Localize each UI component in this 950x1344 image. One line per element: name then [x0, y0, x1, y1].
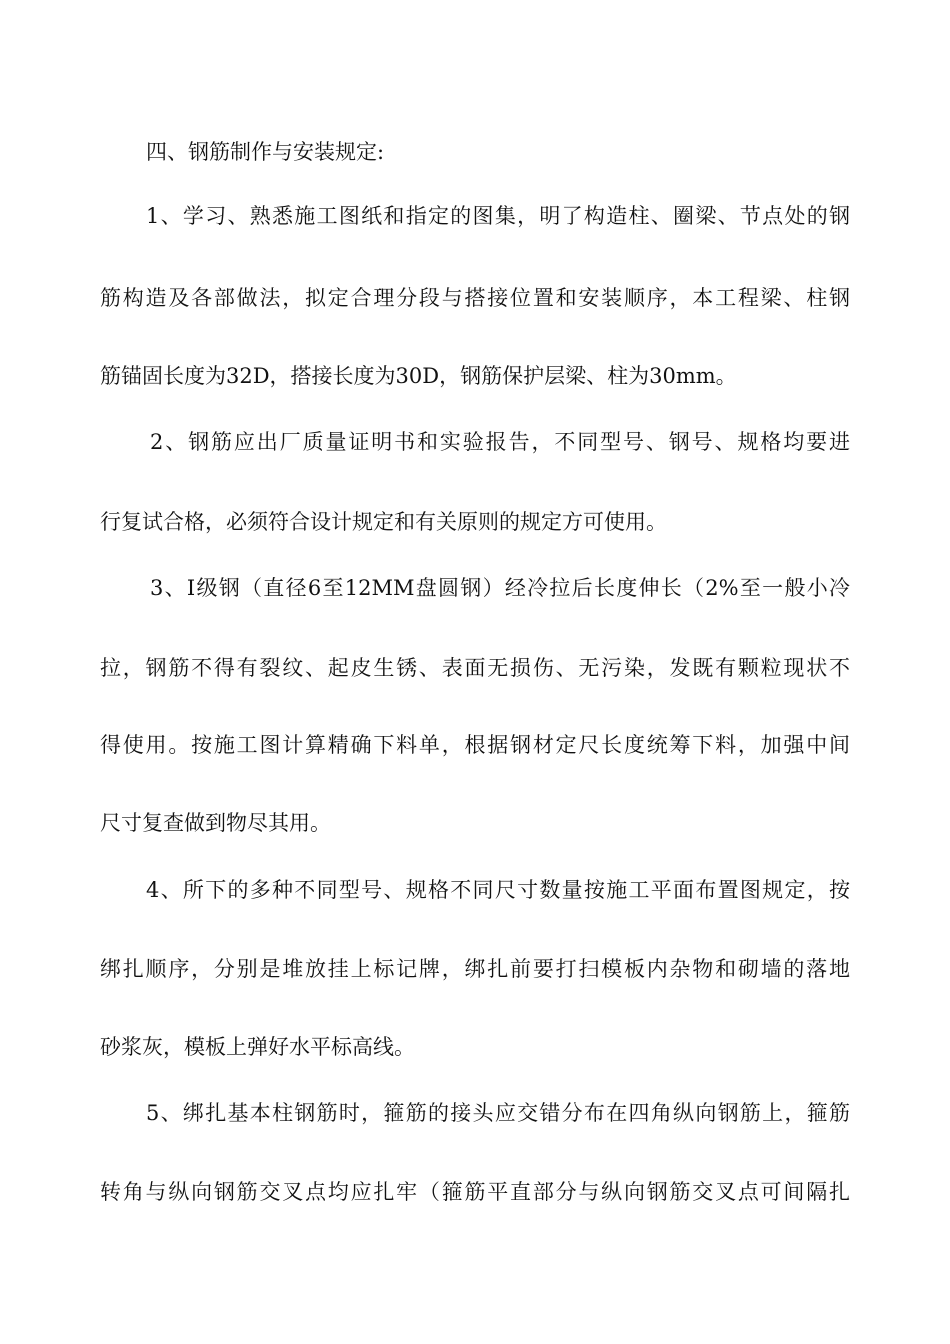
text-line: 5、绑扎基本柱钢筋时，箍筋的接头应交错分布在四角纵向钢筋上，箍筋 [146, 1101, 850, 1125]
text-line: 砂浆灰，模板上弹好水平标高线。 [100, 1035, 415, 1059]
text-line: 转角与纵向钢筋交叉点均应扎牢（箍筋平直部分与纵向钢筋交叉点可间隔扎 [100, 1180, 850, 1204]
text-line: 筋构造及各部做法，拟定合理分段与搭接位置和安装顺序，本工程梁、柱钢 [100, 286, 850, 310]
text-line: 尺寸复查做到物尽其用。 [100, 811, 331, 835]
text-line: 行复试合格，必须符合设计规定和有关原则的规定方可使用。 [100, 510, 667, 534]
text-line: 拉，钢筋不得有裂纹、起皮生锈、表面无损伤、无污染，发既有颗粒现状不 [100, 656, 850, 680]
text-line: 绑扎顺序，分别是堆放挂上标记牌，绑扎前要打扫模板内杂物和砌墙的落地 [100, 957, 850, 981]
text-line: 4、所下的多种不同型号、规格不同尺寸数量按施工平面布置图规定，按 [146, 878, 850, 902]
section-heading: 四、钢筋制作与安装规定: [146, 140, 385, 164]
text-line: 筋锚固长度为32D，搭接长度为30D，钢筋保护层梁、柱为30mm。 [100, 364, 737, 388]
text-line: 3、I级钢（直径6至12MM盘圆钢）经冷拉后长度伸长（2%至一般小冷 [150, 576, 850, 600]
text-line: 1、学习、熟悉施工图纸和指定的图集，明了构造柱、圈梁、节点处的钢 [146, 204, 850, 228]
text-line: 得使用。按施工图计算精确下料单，根据钢材定尺长度统筹下料，加强中间 [100, 733, 850, 757]
text-line: 2、钢筋应出厂质量证明书和实验报告，不同型号、钢号、规格均要进 [150, 430, 850, 454]
